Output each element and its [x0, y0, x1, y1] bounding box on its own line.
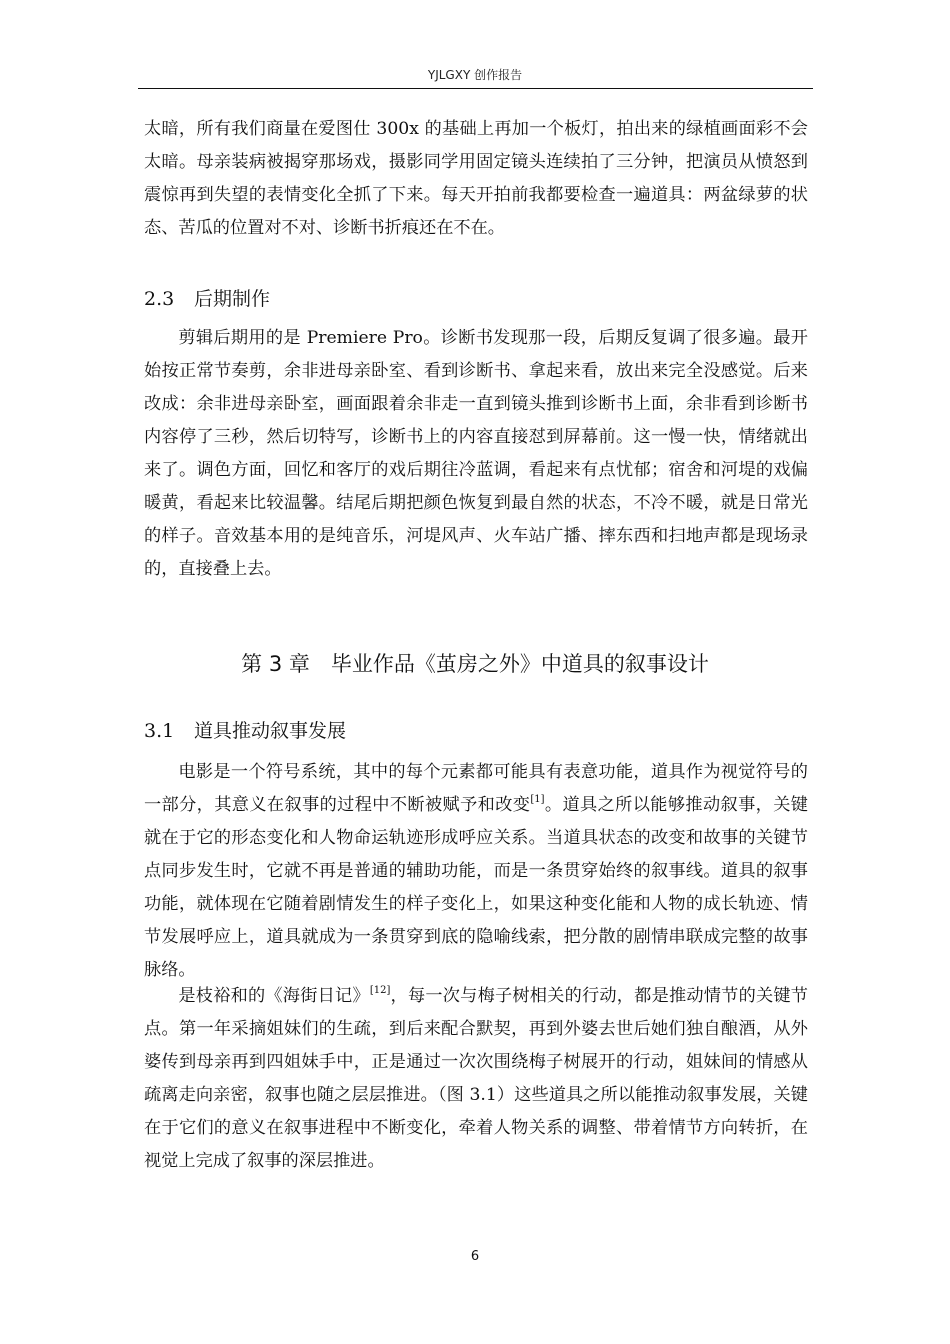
paragraph-text: ，每一次与梅子树相关的行动，都是推动情节的关键节点。第一年采摘姐妹们的生疏，到后来配合默契，再到外婆去世后她们独自酿酒，从外婆传到母亲再到四姐妹手中，正是通过一次次围绕梅子树展开的行动，姐妹间的情感从疏离走向亲密，叙事也随之层层推进。（图 3.1）这些道具之所以能推动叙事发展，关键在于它们的意义在叙事进程中不断变化，牵着人物关系的调整、带着情节方向转折，在视觉上完成了叙事的深层推进。: [144, 986, 808, 1171]
paragraph-text: 是枝裕和的《海街日记》: [178, 986, 370, 1006]
citation-ref: [12]: [369, 985, 391, 996]
section-3-1-paragraph-1: [144, 756, 808, 987]
paragraph-text: 。道具之所以能够推动叙事，关键就在于它的形态变化和人物命运轨迹形成呼应关系。当道具状态的改变和故事的关键节点同步发生时，它就不再是普通的辅助功能，而是一条贯穿始终的叙事线。道具的叙事功能，就体现在它随着剧情发生的样子变化上，如果这种变化能和人物的成长轨迹、情节发展呼应上，道具就成为一条贯穿到底的隐喻线索，把分散的剧情串联成完整的故事脉络。: [144, 795, 808, 980]
section-2-3-paragraph: 剪辑后期用的是 Premiere Pro。诊断书发现那一段，后期反复调了很多遍。最开始按正常节奏剪，余非进母亲卧室、看到诊断书、拿起来看，放出来完全没感觉。后来改成：余非进母亲卧室，画面跟着余非走一直到镜头推到诊断书上面，余非看到诊断书内容停了三秒，然后切特写，诊断书上的内容直接怼到屏幕前。这一慢一快，情绪就出来了。调色方面，回忆和客厅的戏后期往冷蓝调，看起来有点忧郁；宿舍和河堤的戏偏暖黄，看起来比较温馨。结尾后期把颜色恢复到最自然的状态，不冷不暖，就是日常光的样子。音效基本用的是纯音乐，河堤风声、火车站广播、摔东西和扫地声都是现场录的，直接叠上去。: [144, 328, 808, 579]
section-number: 3.1: [144, 720, 175, 742]
citation-ref: [1]: [530, 794, 545, 805]
paragraph-text: 电影是一个符号系统，其中的每个元素都可能具有表意功能，道具作为视觉符号的一部分，其意义在叙事的过程中不断被赋予和改变: [144, 762, 808, 815]
chapter-title: 第 3 章 毕业作品《茧房之外》中道具的叙事设计: [241, 652, 709, 676]
section-heading-3-1: [144, 716, 346, 743]
section-title: 后期制作: [194, 288, 271, 310]
section-heading-2-3: [144, 284, 270, 311]
page-number: 6: [470, 1249, 480, 1264]
header-divider: [138, 88, 813, 89]
section-3-1-paragraph-2: [144, 980, 808, 1178]
section-number: 2.3: [144, 288, 175, 310]
continued-paragraph: 太暗，所有我们商量在爱图仕 300x 的基础上再加一个板灯，拍出来的绿植画面彩不会太暗。母亲装病被揭穿那场戏，摄影同学用固定镜头连续拍了三分钟，把演员从愤怒到震惊再到失望的表情变化全抓了下来。每天开拍前我都要检查一遍道具：两盆绿萝的状态、苦瓜的位置对不对、诊断书折痕还在不在。: [144, 119, 808, 238]
section-title: 道具推动叙事发展: [194, 720, 347, 742]
page-header: YJLGXY 创作报告: [427, 68, 523, 82]
